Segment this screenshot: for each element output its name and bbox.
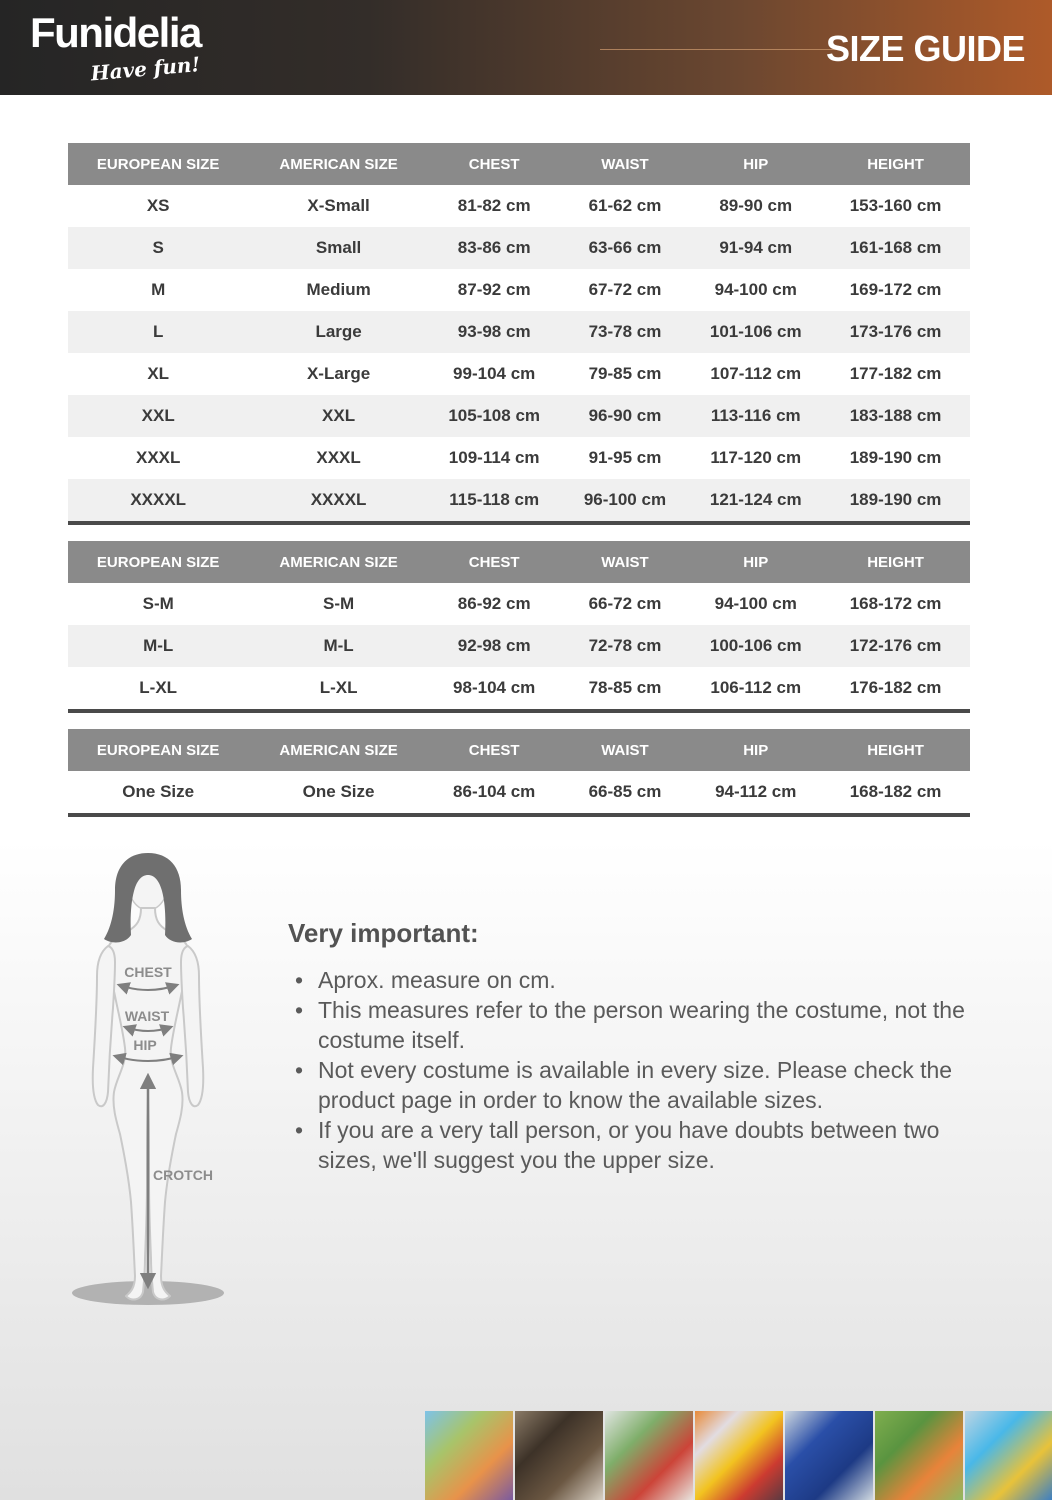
cell-height: 189-190 cm (821, 437, 970, 479)
cell-hip: 121-124 cm (690, 479, 821, 521)
cell-american-size: XXXL (248, 437, 428, 479)
cell-chest: 93-98 cm (429, 311, 560, 353)
cell-european-size: L-XL (68, 667, 248, 709)
cell-hip: 106-112 cm (690, 667, 821, 709)
brand-block (30, 9, 202, 86)
table-row (68, 667, 970, 709)
cell-hip: 89-90 cm (690, 185, 821, 227)
table-row (68, 269, 970, 311)
size-table-combined (68, 541, 970, 713)
cell-waist: 96-90 cm (560, 395, 691, 437)
table-row (68, 311, 970, 353)
cell-european-size: XXXL (68, 437, 248, 479)
header-row (68, 143, 970, 185)
cell-chest: 87-92 cm (429, 269, 560, 311)
costume-photo-power-rangers-group (605, 1411, 693, 1500)
col-header-american-size: AMERICAN SIZE (248, 143, 428, 185)
cell-waist: 96-100 cm (560, 479, 691, 521)
figure-left-arm (93, 946, 115, 1106)
cell-waist: 67-72 cm (560, 269, 691, 311)
header-divider-line (600, 49, 843, 50)
col-header-height: HEIGHT (821, 729, 970, 771)
notes-heading: Very important: (288, 918, 479, 948)
cell-chest: 99-104 cm (429, 353, 560, 395)
funidelia-logo: Funidelia (30, 9, 201, 56)
col-header-hip: HIP (690, 729, 821, 771)
chest-label: CHEST (124, 964, 172, 980)
important-notes (288, 918, 980, 1175)
col-header-european-size: EUROPEAN SIZE (68, 541, 248, 583)
cell-waist: 66-72 cm (560, 583, 691, 625)
cell-european-size: S (68, 227, 248, 269)
table-row (68, 771, 970, 813)
cell-hip: 100-106 cm (690, 625, 821, 667)
cell-american-size: X-Large (248, 353, 428, 395)
header-row (68, 541, 970, 583)
costume-photo-star-wars-group (515, 1411, 603, 1500)
cell-waist: 61-62 cm (560, 185, 691, 227)
cell-american-size: XXXXL (248, 479, 428, 521)
table-row (68, 437, 970, 479)
costume-photo-street-fighter-blanka (875, 1411, 963, 1500)
figure-right-arm (181, 946, 203, 1106)
note-item: • If you are a very tall person, or you have doubts between two sizes, we'll suggest you the upper size. (288, 1115, 980, 1175)
cell-chest: 115-118 cm (429, 479, 560, 521)
cell-hip: 91-94 cm (690, 227, 821, 269)
costume-photo-dragon-ball-master-roshi (425, 1411, 513, 1500)
cell-european-size: XS (68, 185, 248, 227)
col-header-height: HEIGHT (821, 143, 970, 185)
cell-waist: 79-85 cm (560, 353, 691, 395)
header-row (68, 729, 970, 771)
col-header-waist: WAIST (560, 541, 691, 583)
table-row (68, 227, 970, 269)
col-header-european-size: EUROPEAN SIZE (68, 143, 248, 185)
note-item: • This measures refer to the person wearing the costume, not the costume itself. (288, 995, 980, 1055)
col-header-american-size: AMERICAN SIZE (248, 729, 428, 771)
cell-chest: 105-108 cm (429, 395, 560, 437)
cell-american-size: One Size (248, 771, 428, 813)
cell-european-size: M-L (68, 625, 248, 667)
cell-waist: 66-85 cm (560, 771, 691, 813)
cell-height: 177-182 cm (821, 353, 970, 395)
cell-hip: 94-100 cm (690, 583, 821, 625)
cell-waist: 91-95 cm (560, 437, 691, 479)
note-item: • Not every costume is available in every size. Please check the product page in order to know the available sizes. (288, 1055, 980, 1115)
female-silhouette-diagram (70, 846, 286, 1320)
cell-waist: 73-78 cm (560, 311, 691, 353)
cell-chest: 86-92 cm (429, 583, 560, 625)
size-tables (68, 143, 970, 833)
cell-american-size: Small (248, 227, 428, 269)
table-row (68, 353, 970, 395)
size-table-one-size (68, 729, 970, 817)
cell-height: 161-168 cm (821, 227, 970, 269)
cell-european-size: XXL (68, 395, 248, 437)
costume-photo-pj-masks-catboy (785, 1411, 873, 1500)
waist-label: WAIST (124, 1008, 170, 1024)
cell-hip: 101-106 cm (690, 311, 821, 353)
page-title: SIZE GUIDE (825, 28, 1025, 69)
col-header-american-size: AMERICAN SIZE (248, 541, 428, 583)
table-row (68, 395, 970, 437)
cell-american-size: Medium (248, 269, 428, 311)
col-header-hip: HIP (690, 143, 821, 185)
col-header-waist: WAIST (560, 143, 691, 185)
cell-hip: 94-100 cm (690, 269, 821, 311)
cell-hip: 113-116 cm (690, 395, 821, 437)
cell-american-size: X-Small (248, 185, 428, 227)
size-table-standard (68, 143, 970, 525)
cell-height: 168-182 cm (821, 771, 970, 813)
cell-height: 153-160 cm (821, 185, 970, 227)
cell-height: 168-172 cm (821, 583, 970, 625)
table-row (68, 185, 970, 227)
cell-european-size: XL (68, 353, 248, 395)
cell-american-size: S-M (248, 583, 428, 625)
costume-photo-pacman-and-ghosts (695, 1411, 783, 1500)
cell-waist: 78-85 cm (560, 667, 691, 709)
cell-hip: 94-112 cm (690, 771, 821, 813)
cell-european-size: One Size (68, 771, 248, 813)
cell-american-size: L-XL (248, 667, 428, 709)
cell-hip: 107-112 cm (690, 353, 821, 395)
col-header-european-size: EUROPEAN SIZE (68, 729, 248, 771)
cell-european-size: L (68, 311, 248, 353)
cell-waist: 63-66 cm (560, 227, 691, 269)
notes-list (288, 965, 980, 1175)
hip-label: HIP (133, 1037, 157, 1053)
crotch-label: CROTCH (153, 1167, 213, 1183)
costume-photo-strip (425, 1411, 1052, 1500)
costume-photo-smurfs-family (965, 1411, 1052, 1500)
col-header-chest: CHEST (429, 143, 560, 185)
cell-hip: 117-120 cm (690, 437, 821, 479)
brand-tagline: Have fun! (89, 52, 202, 86)
cell-american-size: Large (248, 311, 428, 353)
cell-height: 183-188 cm (821, 395, 970, 437)
table-row (68, 583, 970, 625)
cell-height: 189-190 cm (821, 479, 970, 521)
cell-waist: 72-78 cm (560, 625, 691, 667)
table-row (68, 625, 970, 667)
col-header-chest: CHEST (429, 541, 560, 583)
cell-chest: 109-114 cm (429, 437, 560, 479)
cell-european-size: M (68, 269, 248, 311)
cell-chest: 92-98 cm (429, 625, 560, 667)
cell-height: 176-182 cm (821, 667, 970, 709)
header-banner (0, 0, 1052, 95)
table-row (68, 479, 970, 521)
cell-american-size: M-L (248, 625, 428, 667)
cell-chest: 86-104 cm (429, 771, 560, 813)
note-item: • Aprox. measure on cm. (288, 965, 980, 995)
col-header-height: HEIGHT (821, 541, 970, 583)
cell-chest: 83-86 cm (429, 227, 560, 269)
cell-american-size: XXL (248, 395, 428, 437)
cell-height: 172-176 cm (821, 625, 970, 667)
cell-european-size: XXXXL (68, 479, 248, 521)
col-header-waist: WAIST (560, 729, 691, 771)
body-measurement-figure (70, 846, 286, 1320)
col-header-chest: CHEST (429, 729, 560, 771)
cell-chest: 98-104 cm (429, 667, 560, 709)
cell-height: 173-176 cm (821, 311, 970, 353)
cell-height: 169-172 cm (821, 269, 970, 311)
col-header-hip: HIP (690, 541, 821, 583)
cell-european-size: S-M (68, 583, 248, 625)
cell-chest: 81-82 cm (429, 185, 560, 227)
